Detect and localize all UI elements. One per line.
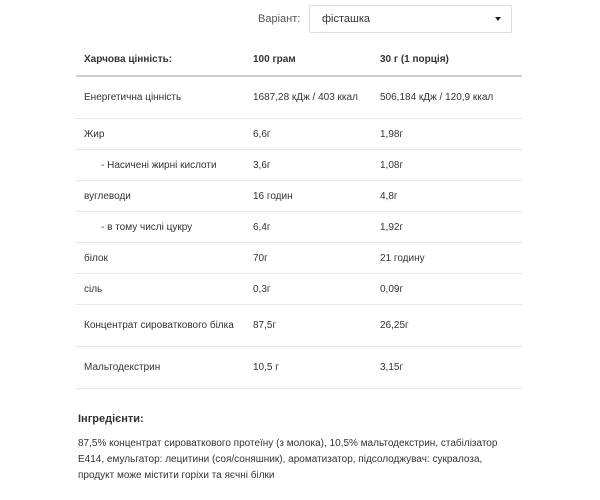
table-row bbox=[76, 305, 522, 347]
per-serving-value: 0,09г bbox=[372, 274, 522, 305]
per-serving-value: 1,92г bbox=[372, 212, 522, 243]
per-serving-value: 26,25г bbox=[372, 305, 522, 347]
nutrition-table bbox=[76, 44, 522, 389]
table-row bbox=[76, 150, 522, 181]
per-100g-value: 87,5г bbox=[245, 305, 372, 347]
nutrient-name: вуглеводи bbox=[76, 181, 245, 212]
variant-label: Варіант: bbox=[258, 13, 301, 25]
header-per-100g: 100 грам bbox=[245, 44, 372, 76]
nutrient-name: - в тому числі цукру bbox=[76, 212, 245, 243]
per-serving-value: 1,98г bbox=[372, 119, 522, 150]
header-nutrient: Харчова цінність: bbox=[76, 44, 245, 76]
per-serving-value: 1,08г bbox=[372, 150, 522, 181]
caret-down-icon bbox=[495, 17, 501, 21]
per-serving-value: 4,8г bbox=[372, 181, 522, 212]
per-100g-value: 70г bbox=[245, 243, 372, 274]
nutrient-name: Мальтодекстрин bbox=[76, 347, 245, 389]
per-100g-value: 16 годин bbox=[245, 181, 372, 212]
variant-select[interactable] bbox=[309, 5, 512, 33]
per-100g-value: 0,3г bbox=[245, 274, 372, 305]
per-serving-value: 506,184 кДж / 120,9 ккал bbox=[372, 76, 522, 119]
nutrient-name: Жир bbox=[76, 119, 245, 150]
table-row bbox=[76, 243, 522, 274]
table-row bbox=[76, 347, 522, 389]
table-row bbox=[76, 119, 522, 150]
per-100g-value: 6,6г bbox=[245, 119, 372, 150]
per-serving-value: 21 годину bbox=[372, 243, 522, 274]
table-row bbox=[76, 181, 522, 212]
per-100g-value: 10,5 г bbox=[245, 347, 372, 389]
per-100g-value: 3,6г bbox=[245, 150, 372, 181]
per-serving-value: 3,15г bbox=[372, 347, 522, 389]
table-row bbox=[76, 76, 522, 119]
variant-selected-value: фісташка bbox=[322, 13, 371, 25]
ingredients-text: 87,5% концентрат сироваткового протеїну (з молока), 10,5% мальтодекстрин, стабілізатор E414, емульгатор: лецитини (соя/соняшник), ароматизатор, підсолоджувач: сукралоза, продукт може містити горіхи та яєчні білки bbox=[78, 438, 498, 481]
table-row bbox=[76, 212, 522, 243]
header-per-serving: 30 г (1 порція) bbox=[372, 44, 522, 76]
nutrient-name: - Насичені жирні кислоти bbox=[76, 150, 245, 181]
nutrient-name: Концентрат сироваткового білка bbox=[76, 305, 245, 347]
nutrition-header-row bbox=[76, 44, 522, 76]
nutrient-name: білок bbox=[76, 243, 245, 274]
per-100g-value: 1687,28 кДж / 403 ккал bbox=[245, 76, 372, 119]
variant-row bbox=[0, 0, 600, 40]
nutrient-name: Енергетична цінність bbox=[76, 76, 245, 119]
nutrient-name: сіль bbox=[76, 274, 245, 305]
per-100g-value: 6,4г bbox=[245, 212, 372, 243]
ingredients-title: Інгредієнти: bbox=[78, 413, 144, 425]
table-row bbox=[76, 274, 522, 305]
